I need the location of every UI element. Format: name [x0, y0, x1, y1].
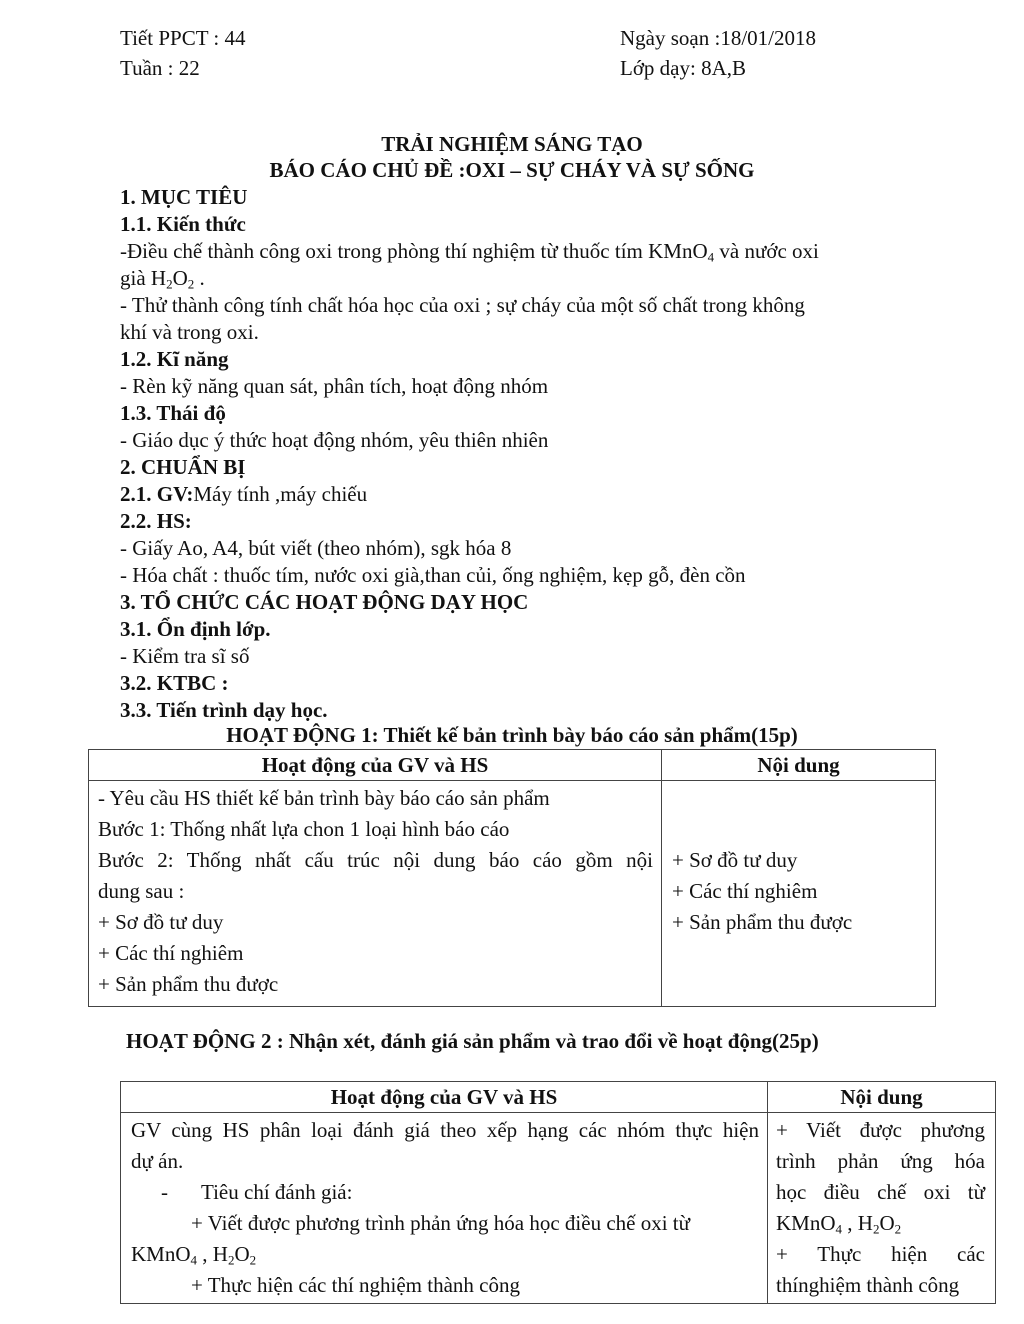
activity-2-left-line: + Viết được phương trình phản ứng hóa học điều chế oxi từ	[191, 1211, 691, 1235]
section-1-1-paragraph-2-cont: khí và trong oxi.	[120, 320, 259, 344]
header-ngay-soan: Ngày soạn :18/01/2018	[620, 26, 816, 50]
activity-2-right-line: + Thực hiện các	[776, 1242, 985, 1266]
section-2-2-paragraph-1: - Giấy Ao, A4, bút viết (theo nhóm), sgk hóa 8	[120, 536, 512, 560]
section-2-2-paragraph-2: - Hóa chất : thuốc tím, nước oxi già,than củi, ống nghiệm, kẹp gỗ, đèn cồn	[120, 563, 746, 587]
activity-2-right-line: trình phản ứng hóa	[776, 1149, 985, 1173]
activity-1-left-line: + Sản phẩm thu được	[98, 972, 279, 996]
activity-2-left-line: dự án.	[131, 1149, 184, 1173]
activity-1-cell-right	[662, 781, 936, 1007]
title-line-2: BÁO CÁO CHỦ ĐỀ :OXI – SỰ CHÁY VÀ SỰ SỐNG	[269, 158, 755, 182]
activity-1-left-line: Bước 1: Thống nhất lựa chon 1 loại hình báo cáo	[98, 817, 510, 841]
section-3-1-heading: 3.1. Ổn định lớp.	[120, 617, 271, 641]
section-3-1-paragraph: - Kiểm tra sĩ số	[120, 644, 250, 668]
section-1-3-paragraph: - Giáo dục ý thức hoạt động nhóm, yêu thiên nhiên	[120, 428, 549, 452]
activity-2-table	[120, 1081, 996, 1304]
title-line-1: TRẢI NGHIỆM SÁNG TẠO	[381, 132, 643, 156]
activity-1-left-line: dung sau :	[98, 879, 185, 903]
section-2-1-gv: 2.1. GV:Máy tính ,máy chiếu	[120, 482, 368, 506]
activity-2-cell-left	[121, 1113, 768, 1304]
activity-1-header-noi-dung: Nội dung	[662, 750, 936, 781]
activity-1-table	[88, 749, 936, 1007]
section-1-2-heading: 1.2. Kĩ năng	[120, 347, 229, 371]
section-3-3-heading: 3.3. Tiến trình dạy học.	[120, 698, 328, 722]
activity-2-left-line: + Thực hiện các thí nghiệm thành công	[191, 1273, 520, 1297]
section-1-3-heading: 1.3. Thái độ	[120, 401, 226, 425]
activity-1-left-line: + Các thí nghiêm	[98, 941, 244, 965]
activity-2-header-noi-dung: Nội dung	[768, 1082, 996, 1113]
section-2-2-heading: 2.2. HS:	[120, 509, 192, 533]
activity-1-left-line: + Sơ đồ tư duy	[98, 910, 224, 934]
header-tiet-ppct: Tiết PPCT : 44	[120, 26, 246, 50]
activity-1-cell-left	[89, 781, 662, 1007]
section-1-2-paragraph: - Rèn kỹ năng quan sát, phân tích, hoạt động nhóm	[120, 374, 549, 398]
section-1-1-paragraph-1-cont: già $H_2O_2$ .	[120, 266, 205, 292]
activity-2-left-line: - Tiêu chí đánh giá:	[161, 1180, 353, 1204]
section-1-1-heading: 1.1. Kiến thức	[120, 212, 246, 236]
activity-1-left-line: Bước 2: Thống nhất cấu trúc nội dung báo cáo gồm nội	[98, 848, 653, 872]
activity-2-left-line: GV cùng HS phân loại đánh giá theo xếp hạng các nhóm thực hiện	[131, 1118, 759, 1142]
section-1-1-paragraph-1: -Điều chế thành công oxi trong phòng thí nghiệm từ thuốc tím KMnO$_4$ và nước oxi	[120, 239, 819, 265]
activity-1-right-line: + Các thí nghiêm	[672, 879, 818, 903]
activity-1-title: HOẠT ĐỘNG 1: Thiết kế bản trình bày báo cáo sản phẩm(15p)	[226, 723, 798, 747]
activity-2-right-line: KMnO$_4$ , $H_2O_2$	[776, 1211, 902, 1237]
section-1-heading: 1. MỤC TIÊU	[120, 185, 248, 209]
activity-2-title: HOẠT ĐỘNG 2 : Nhận xét, đánh giá sản phẩm và trao đổi về hoạt động(25p)	[126, 1029, 819, 1053]
activity-1-header-gv-hs: Hoạt động của GV và HS	[89, 750, 662, 781]
activity-2-left-line: KMnO$_4$ , $H_2O_2$	[131, 1242, 257, 1268]
section-3-2-heading: 3.2. KTBC :	[120, 671, 229, 695]
header-lop-day: Lớp dạy: 8A,B	[620, 56, 747, 80]
activity-1-left-line: - Yêu cầu HS thiết kế bản trình bày báo cáo sản phẩm	[98, 786, 550, 810]
activity-1-right-line: + Sơ đồ tư duy	[672, 848, 798, 872]
section-3-heading: 3. TỔ CHỨC CÁC HOẠT ĐỘNG DẠY HỌC	[120, 590, 529, 614]
activity-2-right-line: + Viết được phương	[776, 1118, 985, 1142]
section-1-1-paragraph-2: - Thử thành công tính chất hóa học của oxi ; sự cháy của một số chất trong không	[120, 293, 805, 317]
activity-1-right-line: + Sản phẩm thu được	[672, 910, 853, 934]
activity-2-header-gv-hs: Hoạt động của GV và HS	[121, 1082, 768, 1113]
activity-2-cell-right	[768, 1113, 996, 1304]
activity-2-right-line: học điều chế oxi từ	[776, 1180, 985, 1204]
activity-2-right-line: thínghiệm thành công	[776, 1273, 960, 1297]
section-2-heading: 2. CHUẨN BỊ	[120, 455, 246, 479]
header-tuan: Tuần : 22	[120, 56, 200, 80]
